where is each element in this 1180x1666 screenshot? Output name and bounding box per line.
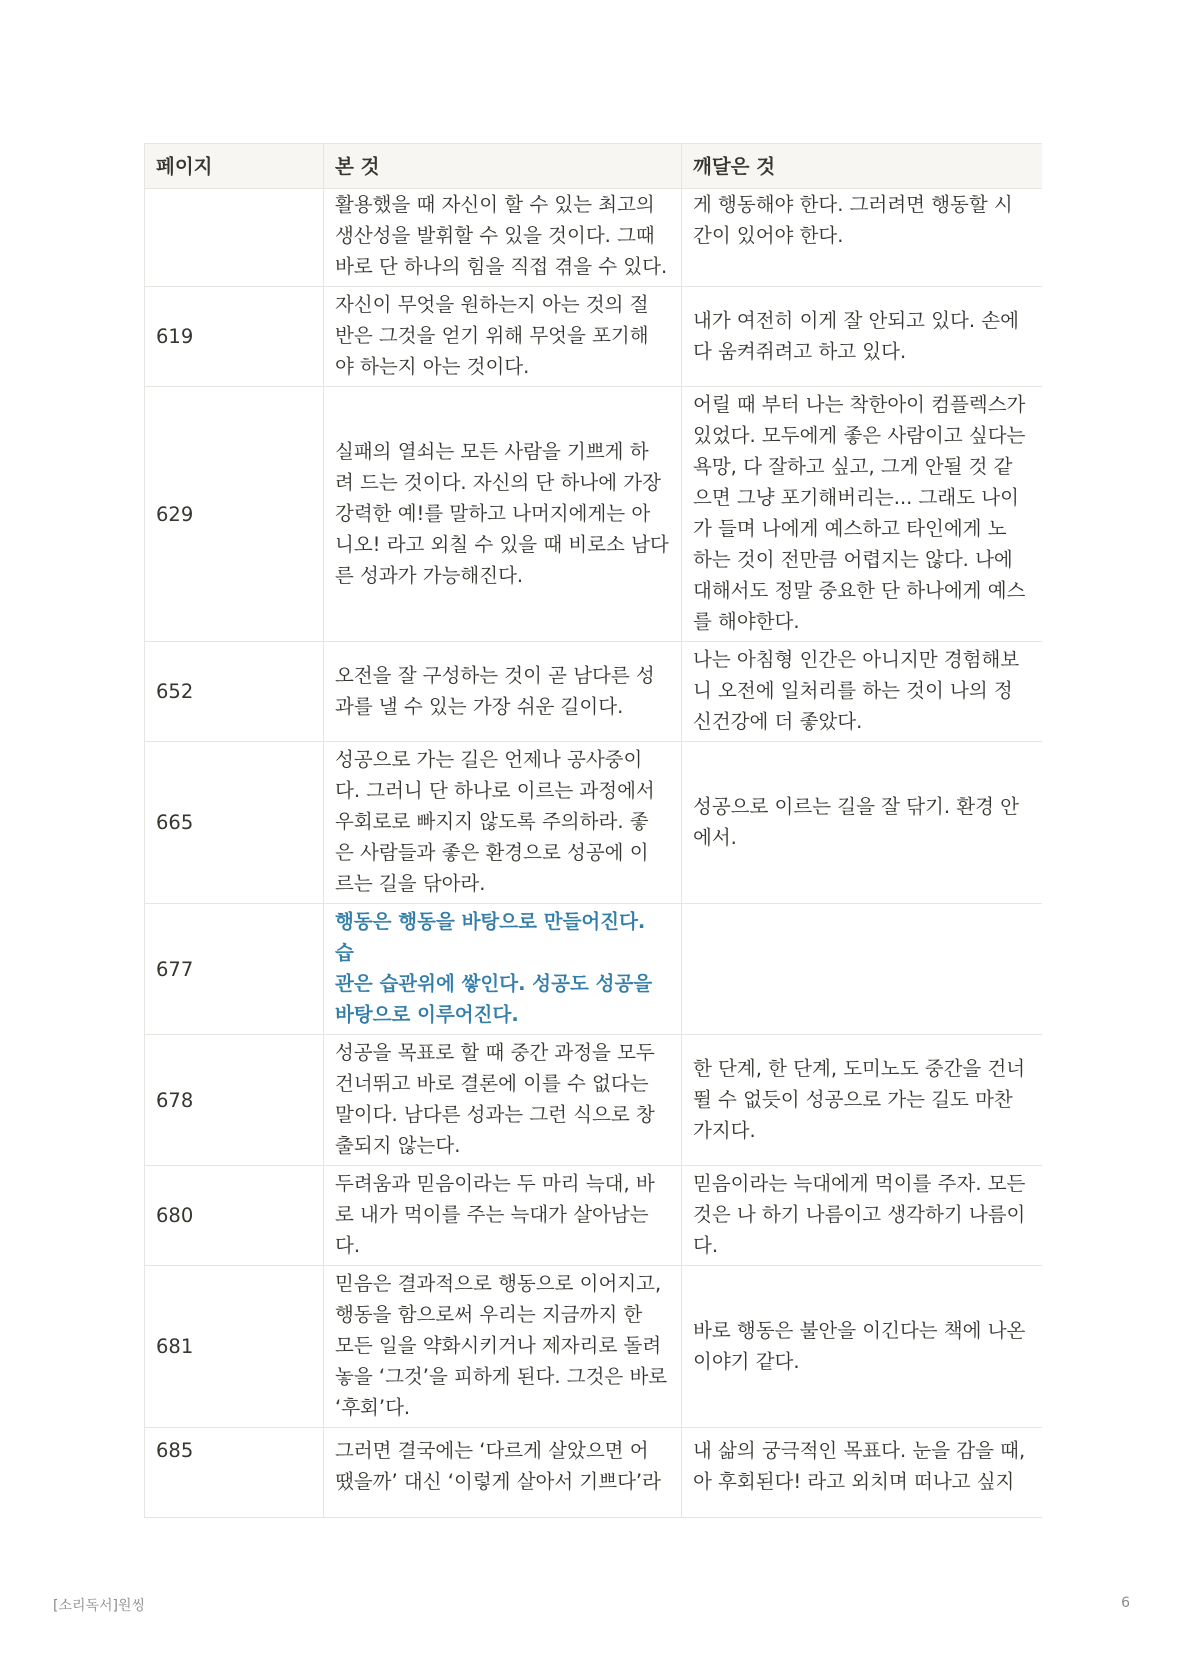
table-row <box>145 1166 1043 1266</box>
page-number-cell: 677 <box>145 904 324 1035</box>
table-row <box>145 1266 1043 1428</box>
seen-cell <box>324 742 682 904</box>
table-header-row <box>145 144 1043 189</box>
seen-text-line: 르는 길을 닦아라. <box>335 872 486 895</box>
seen-text-line: 성공을 목표로 할 때 중간 과정을 모두 <box>335 1041 655 1064</box>
seen-cell <box>324 1428 682 1518</box>
seen-cell <box>324 1266 682 1428</box>
seen-cell <box>324 189 682 287</box>
seen-cell <box>324 387 682 642</box>
seen-text-line: ‘후회’다. <box>335 1396 411 1419</box>
seen-text-line: 우회로로 빠지지 않도록 주의하라. 좋 <box>335 810 649 833</box>
seen-text-line: 자신이 무엇을 원하는지 아는 것의 절 <box>335 293 649 316</box>
table-row <box>145 1035 1043 1166</box>
page-number-cell: 681 <box>145 1266 324 1428</box>
learned-text-line: 니 오전에 일처리를 하는 것이 나의 정 <box>693 679 1013 702</box>
seen-cell <box>324 1166 682 1266</box>
page-number-cell: 678 <box>145 1035 324 1166</box>
learned-text-line: 내가 여전히 이게 잘 안되고 있다. 손에 <box>693 308 1019 332</box>
learned-text-line: 내 삶의 궁극적인 목표다. 눈을 감을 때, <box>693 1439 1026 1462</box>
table-row <box>145 904 1043 1035</box>
seen-text-line: 땠을까’ 대신 ‘이렇게 살아서 기쁘다’라 <box>335 1470 661 1493</box>
learned-cell <box>682 1266 1043 1428</box>
seen-text-line: 말이다. 남다른 성과는 그런 식으로 창 <box>335 1103 655 1126</box>
learned-text-line: 으면 그냥 포기해버리는... 그래도 나이 <box>693 486 1019 509</box>
table-row <box>145 387 1043 642</box>
header-learned: 깨달은 것 <box>682 144 1043 189</box>
table-row <box>145 189 1043 287</box>
learned-text-line: 것은 나 하기 나름이고 생각하기 나름이 <box>693 1203 1026 1226</box>
table-body <box>145 189 1043 1518</box>
footer-source: [소리독서]원씽 <box>53 1598 146 1614</box>
learned-text-line: 성공으로 이르는 길을 잘 닦기. 환경 안 <box>693 794 1019 818</box>
seen-text-line: 활용했을 때 자신이 할 수 있는 최고의 <box>335 193 655 216</box>
seen-text-line: 행동을 함으로써 우리는 지금까지 한 <box>335 1303 643 1326</box>
seen-cell <box>324 642 682 742</box>
seen-text-line: 다. <box>335 1234 361 1257</box>
seen-text-line: 니오! 라고 외칠 수 있을 때 비로소 남다 <box>335 532 669 556</box>
learned-text-line: 믿음이라는 늑대에게 먹이를 주자. 모든 <box>693 1172 1026 1195</box>
learned-text-line: 다 움켜쥐려고 하고 있다. <box>693 339 907 363</box>
notes-table-container <box>144 143 1042 1533</box>
learned-text-line: 어릴 때 부터 나는 착한아이 컴플렉스가 <box>693 393 1026 416</box>
learned-text-line: 다. <box>693 1234 719 1257</box>
learned-text-line: 바로 행동은 불안을 이긴다는 책에 나온 <box>693 1318 1026 1342</box>
learned-text-line: 나는 아침형 인간은 아니지만 경험해보 <box>693 648 1020 671</box>
seen-text-line: 은 사람들과 좋은 환경으로 성공에 이 <box>335 841 649 864</box>
seen-text-line: 생산성을 발휘할 수 있을 것이다. 그때 <box>335 224 655 247</box>
seen-text-line: 야 하는지 아는 것이다. <box>335 355 530 378</box>
learned-text-line: 에서. <box>693 825 737 849</box>
learned-cell <box>682 189 1043 287</box>
page-number-cell: 665 <box>145 742 324 904</box>
seen-text-line: 관은 습관위에 쌓인다. 성공도 성공을 <box>335 972 653 995</box>
learned-text-line: 하는 것이 전만큼 어렵지는 않다. 나에 <box>693 548 1013 571</box>
seen-text-line: 건너뛰고 바로 결론에 이를 수 없다는 <box>335 1072 649 1095</box>
learned-text-line: 아 후회된다! 라고 외치며 떠나고 싶지 <box>693 1470 1015 1493</box>
learned-text-line: 게 행동해야 한다. 그러려면 행동할 시 <box>693 193 1013 216</box>
seen-cell <box>324 904 682 1035</box>
header-page: 페이지 <box>145 144 324 189</box>
seen-text-line: 행동은 행동을 바탕으로 만들어진다. 습 <box>335 910 646 964</box>
reading-notes-table <box>144 143 1042 1518</box>
learned-text-line: 있었다. 모두에게 좋은 사람이고 싶다는 <box>693 424 1026 447</box>
page-number-cell: 685 <box>145 1428 324 1518</box>
seen-text-line: 로 내가 먹이를 주는 늑대가 살아남는 <box>335 1203 649 1226</box>
learned-cell <box>682 1035 1043 1166</box>
table-row <box>145 642 1043 742</box>
learned-cell <box>682 642 1043 742</box>
learned-cell <box>682 1428 1043 1518</box>
seen-text-line: 바탕으로 이루어진다. <box>335 1003 519 1026</box>
seen-text-line: 다. 그러니 단 하나로 이르는 과정에서 <box>335 779 655 802</box>
learned-cell <box>682 287 1043 387</box>
page-number-cell <box>145 189 324 287</box>
learned-cell <box>682 904 1043 1035</box>
seen-text-line: 모든 일을 약화시키거나 제자리로 돌려 <box>335 1334 662 1357</box>
learned-cell <box>682 1166 1043 1266</box>
table-row <box>145 742 1043 904</box>
seen-cell <box>324 1035 682 1166</box>
seen-text-line: 반은 그것을 얻기 위해 무엇을 포기해 <box>335 324 649 347</box>
footer-page-number: 6 <box>1121 1595 1130 1611</box>
seen-text-line: 바로 단 하나의 힘을 직접 겪을 수 있다. <box>335 255 668 278</box>
page-number-cell: 629 <box>145 387 324 642</box>
seen-text-line: 려 드는 것이다. 자신의 단 하나에 가장 <box>335 470 661 494</box>
page-number-cell: 619 <box>145 287 324 387</box>
page-number-cell: 680 <box>145 1166 324 1266</box>
seen-text-line: 놓을 ‘그것’을 피하게 된다. 그것은 바로 <box>335 1365 668 1388</box>
learned-text-line: 신건강에 더 좋았다. <box>693 710 863 733</box>
learned-text-line: 가 들며 나에게 예스하고 타인에게 노 <box>693 517 1007 540</box>
learned-text-line: 가지다. <box>693 1118 756 1142</box>
learned-cell <box>682 742 1043 904</box>
learned-text-line: 를 해야한다. <box>693 610 800 633</box>
page-number-cell: 652 <box>145 642 324 742</box>
seen-text-line: 강력한 예!를 말하고 나머지에게는 아 <box>335 501 651 525</box>
seen-text-line: 른 성과가 가능해진다. <box>335 563 524 587</box>
seen-text-line: 과를 낼 수 있는 가장 쉬운 길이다. <box>335 694 624 718</box>
seen-text-line: 실패의 열쇠는 모든 사람을 기쁘게 하 <box>335 439 649 463</box>
seen-text-line: 두려움과 믿음이라는 두 마리 늑대, 바 <box>335 1172 655 1195</box>
header-seen: 본 것 <box>324 144 682 189</box>
learned-text-line: 이야기 같다. <box>693 1349 800 1373</box>
seen-text-line: 출되지 않는다. <box>335 1134 461 1157</box>
table-row <box>145 287 1043 387</box>
learned-text-line: 간이 있어야 한다. <box>693 224 844 247</box>
seen-text-line: 그러면 결국에는 ‘다르게 살았으면 어 <box>335 1439 649 1462</box>
learned-text-line: 한 단계, 한 단계, 도미노도 중간을 건너 <box>693 1056 1026 1080</box>
seen-text-line: 믿음은 결과적으로 행동으로 이어지고, <box>335 1272 662 1295</box>
learned-cell <box>682 387 1043 642</box>
seen-cell <box>324 287 682 387</box>
table-row <box>145 1428 1043 1518</box>
learned-text-line: 욕망, 다 잘하고 싶고, 그게 안될 것 같 <box>693 455 1013 478</box>
learned-text-line: 뛸 수 없듯이 성공으로 가는 길도 마찬 <box>693 1087 1013 1111</box>
seen-text-line: 오전을 잘 구성하는 것이 곧 남다른 성 <box>335 663 655 687</box>
seen-text-line: 성공으로 가는 길은 언제나 공사중이 <box>335 748 643 771</box>
learned-text-line: 대해서도 정말 중요한 단 하나에게 예스 <box>693 579 1026 602</box>
